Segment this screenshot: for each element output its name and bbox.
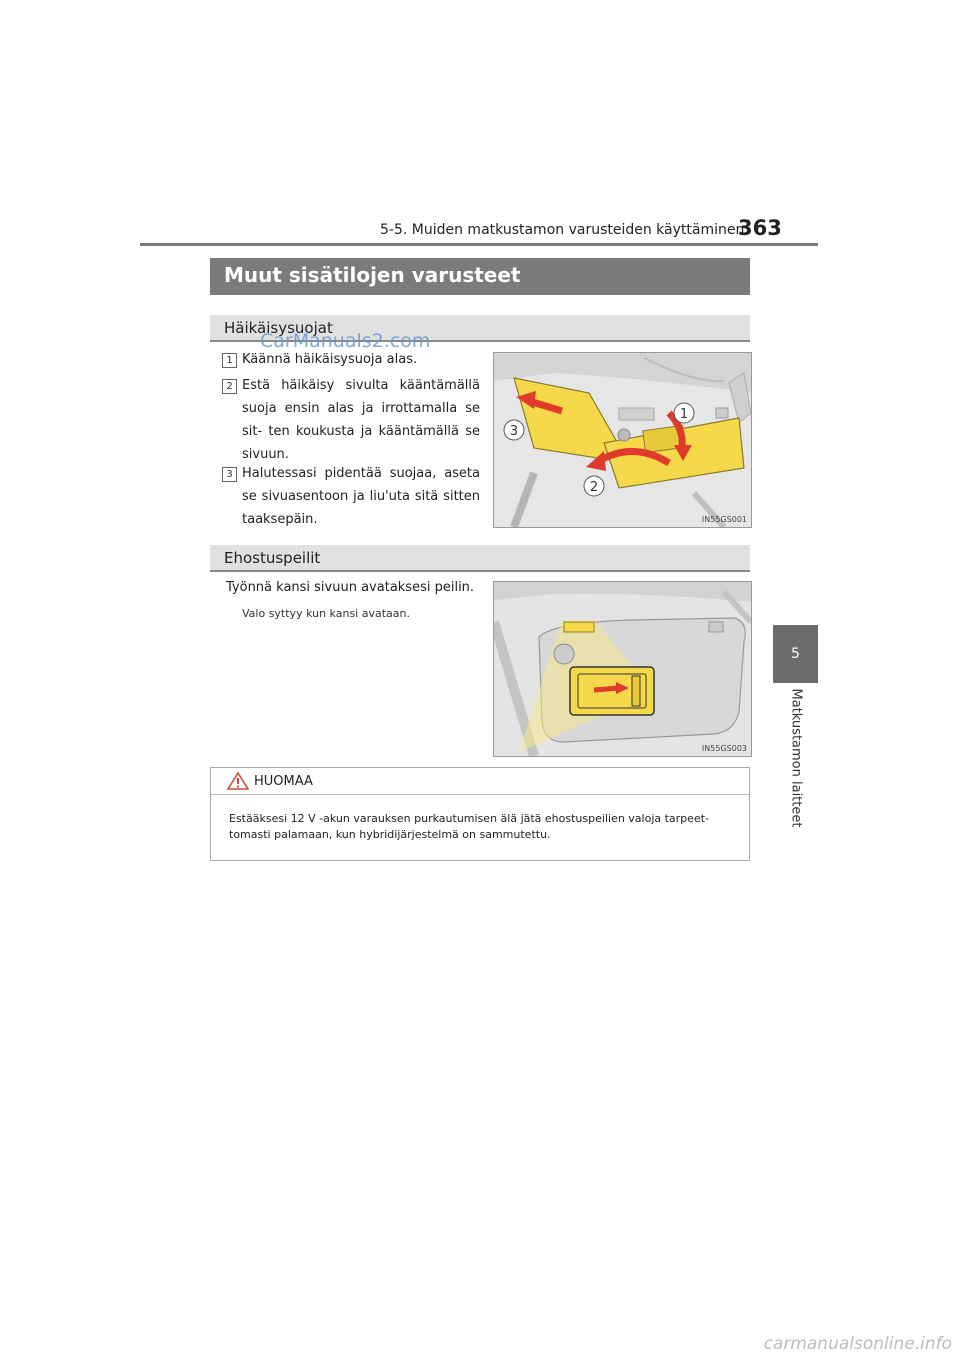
- step-text-1: Käännä häikäisysuoja alas.: [242, 352, 418, 367]
- callout-2: [584, 476, 604, 496]
- header-section-title: 5-5. Muiden matkustamon varusteiden käyttäminen: [380, 222, 745, 238]
- watermark-text: CarManuals2.com: [260, 330, 431, 352]
- mirror-instruction: Työnnä kansi sivuun avataksesi peilin.: [226, 580, 475, 595]
- main-title: Muut sisätilojen varusteet: [210, 258, 750, 295]
- chapter-label: Matkustamon laitteet: [788, 688, 804, 828]
- warning-text: Estääksesi 12 V -akun varauksen purkautumisen älä jätä ehostuspeilien valoja tarpeet- tomasti palamaan, kun hybridijärjestelmä on sammutettu.: [229, 812, 709, 841]
- callout-1: [674, 403, 694, 423]
- arrow-cover: [594, 688, 619, 690]
- section-bar-mirror: [210, 545, 750, 572]
- warning-triangle-icon: [227, 772, 249, 790]
- figure-code-2: IN55GS003: [701, 744, 747, 753]
- mirror-illustration: [493, 581, 752, 757]
- section-title-mirror: Ehostuspeilit: [224, 549, 321, 567]
- callout-1-label: 1: [679, 407, 689, 422]
- page-number: 363: [738, 216, 782, 240]
- warning-title: HUOMAA: [254, 774, 313, 789]
- warning-header: [211, 768, 749, 795]
- figure-code-1: IN55GS001: [701, 515, 747, 524]
- sunvisor-drawing: [494, 353, 751, 527]
- section-title-sunvisor: Häikäisysuojat: [224, 319, 333, 337]
- callout-3: [504, 420, 524, 440]
- sunvisor-illustration: [493, 352, 752, 528]
- footer-watermark: carmanualsonline.info: [763, 1334, 952, 1354]
- callout-2-label: 2: [589, 480, 599, 495]
- step-text-2: Estä häikäisy sivulta kääntämällä suoja ensin alas ja irrottamalla se sit- ten koukusta ja kääntämällä se sivuun.: [242, 378, 480, 462]
- step-number-1: 1: [222, 353, 237, 368]
- mirror-note: Valo syttyy kun kansi avataan.: [242, 607, 410, 620]
- step-number-3: 3: [222, 467, 237, 482]
- callout-3-label: 3: [509, 424, 519, 439]
- step-number-2: 2: [222, 379, 237, 394]
- warning-box: [210, 767, 750, 861]
- mirror-drawing: [494, 582, 751, 756]
- header-rule: [140, 243, 818, 246]
- chapter-number: 5: [791, 646, 800, 662]
- step-text-3: Halutessasi pidentää suojaa, aseta se sivuasentoon ja liu'uta sitä sitten taaksepäin.: [242, 466, 480, 527]
